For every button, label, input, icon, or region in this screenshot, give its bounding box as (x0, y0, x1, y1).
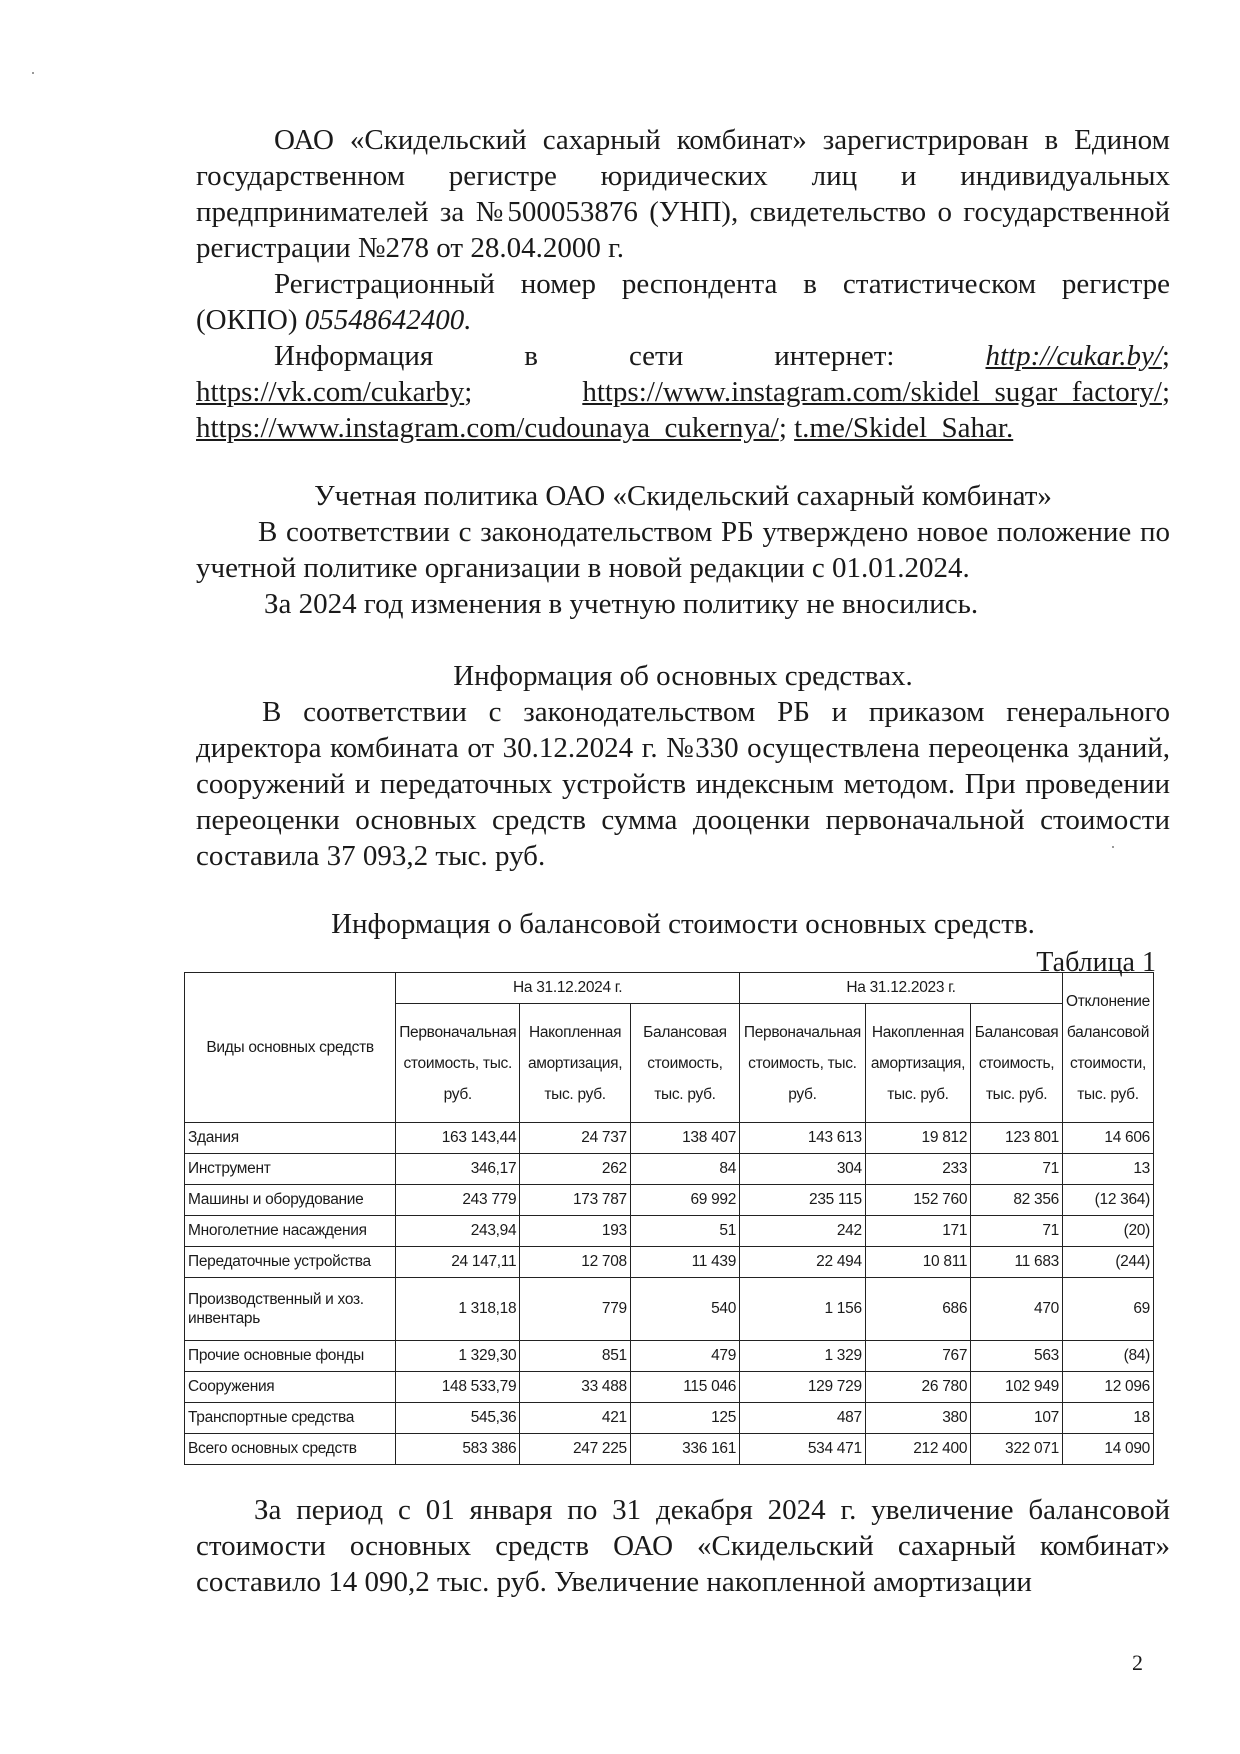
table-header-row-1 (185, 973, 1154, 1004)
asset-type-cell: Передаточные устройства (185, 1247, 396, 1278)
value-cell: 11 439 (630, 1247, 739, 1278)
links-word-1: Информация (274, 340, 434, 372)
value-cell: 22 494 (740, 1247, 866, 1278)
value-cell: 14 606 (1062, 1123, 1153, 1154)
value-cell: 69 992 (630, 1185, 739, 1216)
value-cell: 1 318,18 (396, 1278, 520, 1341)
value-cell: 380 (865, 1403, 970, 1434)
value-cell: (244) (1062, 1247, 1153, 1278)
table-row (185, 1403, 1154, 1434)
header-group-2023: На 31.12.2023 г. (740, 973, 1063, 1004)
value-cell: 851 (520, 1341, 631, 1372)
value-cell: 26 780 (865, 1372, 970, 1403)
fixed-assets-title: Информация об основных средствах. (453, 660, 913, 692)
value-cell: 779 (520, 1278, 631, 1341)
asset-type-cell: Инструмент (185, 1154, 396, 1185)
link-separator: ; (1161, 340, 1170, 372)
value-cell: 336 161 (630, 1434, 739, 1465)
closing-paragraph: За период с 01 января по 31 декабря 2024 г. увеличение балансовой стоимости основных средств ОАО «Скидельский сахарный комбинат» составило 14 090,2 тыс. руб. Увеличение накопленной амортизации (196, 1494, 1170, 1598)
instagram-confectionery-link[interactable]: https://www.instagram.com/cudounaya_cukernya/ (196, 412, 779, 444)
header-initial-2023: Первоначальная стоимость, тыс. руб. (740, 1004, 866, 1123)
value-cell: 487 (740, 1403, 866, 1434)
value-cell: 12 096 (1062, 1372, 1153, 1403)
asset-type-cell: Производственный и хоз. инвентарь (185, 1278, 396, 1341)
links-line-2 (196, 374, 1170, 410)
table-row (185, 1341, 1154, 1372)
fixed-assets-paragraph: В соответствии с законодательством РБ и приказом генерального директора комбината от 30.12.2024 г. №330 осуществлена переоценка зданий, сооружений и передаточных устройств индексным методом. При проведении переоценки основных средств сумма дооценки первоначальной стоимости составила 37 093,2 тыс. руб. (196, 696, 1170, 872)
links-word-2: в (524, 340, 538, 372)
value-cell: 540 (630, 1278, 739, 1341)
links-line-3 (196, 410, 1170, 446)
scan-speck (32, 72, 34, 74)
value-cell: 563 (971, 1341, 1063, 1372)
value-cell: 152 760 (865, 1185, 970, 1216)
table-body (185, 1123, 1154, 1465)
vk-link-wrap (196, 374, 472, 410)
value-cell: 143 613 (740, 1123, 866, 1154)
links-word-4: интернет: (774, 340, 895, 372)
vk-link[interactable]: https://vk.com/cukarby (196, 376, 465, 408)
value-cell: 115 046 (630, 1372, 739, 1403)
table-row (185, 1434, 1154, 1465)
header-initial-2024: Первоначальная стоимость, тыс. руб. (396, 1004, 520, 1123)
value-cell: 33 488 (520, 1372, 631, 1403)
site-link-wrap (986, 338, 1170, 374)
value-cell: (84) (1062, 1341, 1153, 1372)
value-cell: 129 729 (740, 1372, 866, 1403)
value-cell: 1 156 (740, 1278, 866, 1341)
value-cell: 686 (865, 1278, 970, 1341)
link-separator: ; (464, 376, 473, 408)
links-word-3: сети (628, 340, 684, 372)
value-cell: 69 (1062, 1278, 1153, 1341)
value-cell: 71 (971, 1216, 1063, 1247)
links-line-1 (196, 338, 1170, 374)
asset-type-cell: Прочие основные фонды (185, 1341, 396, 1372)
value-cell: 479 (630, 1341, 739, 1372)
value-cell: 13 (1062, 1154, 1153, 1185)
header-amort-2024: Накопленная амортизация, тыс. руб. (520, 1004, 631, 1123)
asset-type-cell: Многолетние насаждения (185, 1216, 396, 1247)
value-cell: 1 329,30 (396, 1341, 520, 1372)
value-cell: 243,94 (396, 1216, 520, 1247)
value-cell: 212 400 (865, 1434, 970, 1465)
value-cell: 242 (740, 1216, 866, 1247)
header-balance-2024: Балансовая стоимость, тыс. руб. (630, 1004, 739, 1123)
value-cell: 19 812 (865, 1123, 970, 1154)
table-title: Информация о балансовой стоимости основных средств. (331, 908, 1035, 940)
okpo-paragraph (196, 266, 1170, 338)
value-cell: 173 787 (520, 1185, 631, 1216)
policy-title: Учетная политика ОАО «Скидельский сахарный комбинат» (314, 480, 1052, 512)
value-cell: 123 801 (971, 1123, 1063, 1154)
value-cell: 12 708 (520, 1247, 631, 1278)
table-row (185, 1154, 1154, 1185)
link-separator: ; (1161, 376, 1170, 408)
table-row (185, 1123, 1154, 1154)
value-cell: 767 (865, 1341, 970, 1372)
table-row (185, 1216, 1154, 1247)
value-cell: 346,17 (396, 1154, 520, 1185)
value-cell: 262 (520, 1154, 631, 1185)
value-cell: 421 (520, 1403, 631, 1434)
header-deviation: Отклонение балансовой стоимости, тыс. руб. (1062, 973, 1153, 1123)
asset-type-cell: Всего основных средств (185, 1434, 396, 1465)
value-cell: 82 356 (971, 1185, 1063, 1216)
site-link[interactable]: http://cukar.by/ (985, 340, 1162, 372)
value-cell: 470 (971, 1278, 1063, 1341)
fixed-assets-table (184, 972, 1154, 1465)
internet-links-block (196, 338, 1170, 446)
telegram-link[interactable]: t.me/Skidel_Sahar. (794, 412, 1014, 444)
value-cell: 534 471 (740, 1434, 866, 1465)
value-cell: 51 (630, 1216, 739, 1247)
okpo-text: Регистрационный номер респондента в статистическом регистре (ОКПО) (196, 268, 1170, 336)
value-cell: 247 225 (520, 1434, 631, 1465)
asset-type-cell: Здания (185, 1123, 396, 1154)
asset-type-cell: Машины и оборудование (185, 1185, 396, 1216)
value-cell: 583 386 (396, 1434, 520, 1465)
table-row (185, 1278, 1154, 1341)
instagram-factory-link[interactable]: https://www.instagram.com/skidel_sugar_factory/ (582, 376, 1162, 408)
okpo-number: 05548642400. (304, 304, 472, 336)
table-row (185, 1247, 1154, 1278)
table-number: Таблица 1 (1036, 947, 1156, 978)
value-cell: 304 (740, 1154, 866, 1185)
asset-type-cell: Транспортные средства (185, 1403, 396, 1434)
value-cell: 71 (971, 1154, 1063, 1185)
page-number: 2 (1132, 1650, 1143, 1675)
header-balance-2023: Балансовая стоимость, тыс. руб. (971, 1004, 1063, 1123)
asset-type-cell: Сооружения (185, 1372, 396, 1403)
header-amort-2023: Накопленная амортизация, тыс. руб. (865, 1004, 970, 1123)
link-separator: ; (778, 412, 787, 444)
value-cell: 243 779 (396, 1185, 520, 1216)
value-cell: 171 (865, 1216, 970, 1247)
value-cell: 545,36 (396, 1403, 520, 1434)
value-cell: 11 683 (971, 1247, 1063, 1278)
value-cell: (20) (1062, 1216, 1153, 1247)
policy-paragraph-1: В соответствии с законодательством РБ утверждено новое положение по учетной политике организации в новой редакции с 01.01.2024. (196, 516, 1170, 584)
value-cell: 24 737 (520, 1123, 631, 1154)
value-cell: 125 (630, 1403, 739, 1434)
value-cell: 193 (520, 1216, 631, 1247)
header-group-2024: На 31.12.2024 г. (396, 973, 740, 1004)
value-cell: 233 (865, 1154, 970, 1185)
value-cell: 322 071 (971, 1434, 1063, 1465)
value-cell: 84 (630, 1154, 739, 1185)
value-cell: 24 147,11 (396, 1247, 520, 1278)
value-cell: 163 143,44 (396, 1123, 520, 1154)
value-cell: 14 090 (1062, 1434, 1153, 1465)
insta1-link-wrap (582, 374, 1170, 410)
value-cell: 102 949 (971, 1372, 1063, 1403)
table-row (185, 1185, 1154, 1216)
policy-paragraph-2: За 2024 год изменения в учетную политику не вносились. (264, 588, 979, 620)
value-cell: 138 407 (630, 1123, 739, 1154)
value-cell: 1 329 (740, 1341, 866, 1372)
value-cell: 235 115 (740, 1185, 866, 1216)
value-cell: 148 533,79 (396, 1372, 520, 1403)
value-cell: 10 811 (865, 1247, 970, 1278)
table-row (185, 1372, 1154, 1403)
value-cell: 18 (1062, 1403, 1153, 1434)
value-cell: 107 (971, 1403, 1063, 1434)
header-kind: Виды основных средств (185, 973, 396, 1123)
value-cell: (12 364) (1062, 1185, 1153, 1216)
scan-speck (1112, 846, 1114, 848)
registration-paragraph: ОАО «Скидельский сахарный комбинат» зарегистрирован в Едином государственном регистре юридических лиц и индивидуальных предпринимателей за №500053876 (УНП), свидетельство о государственной регистрации №278 от 28.04.2000 г. (196, 124, 1170, 264)
